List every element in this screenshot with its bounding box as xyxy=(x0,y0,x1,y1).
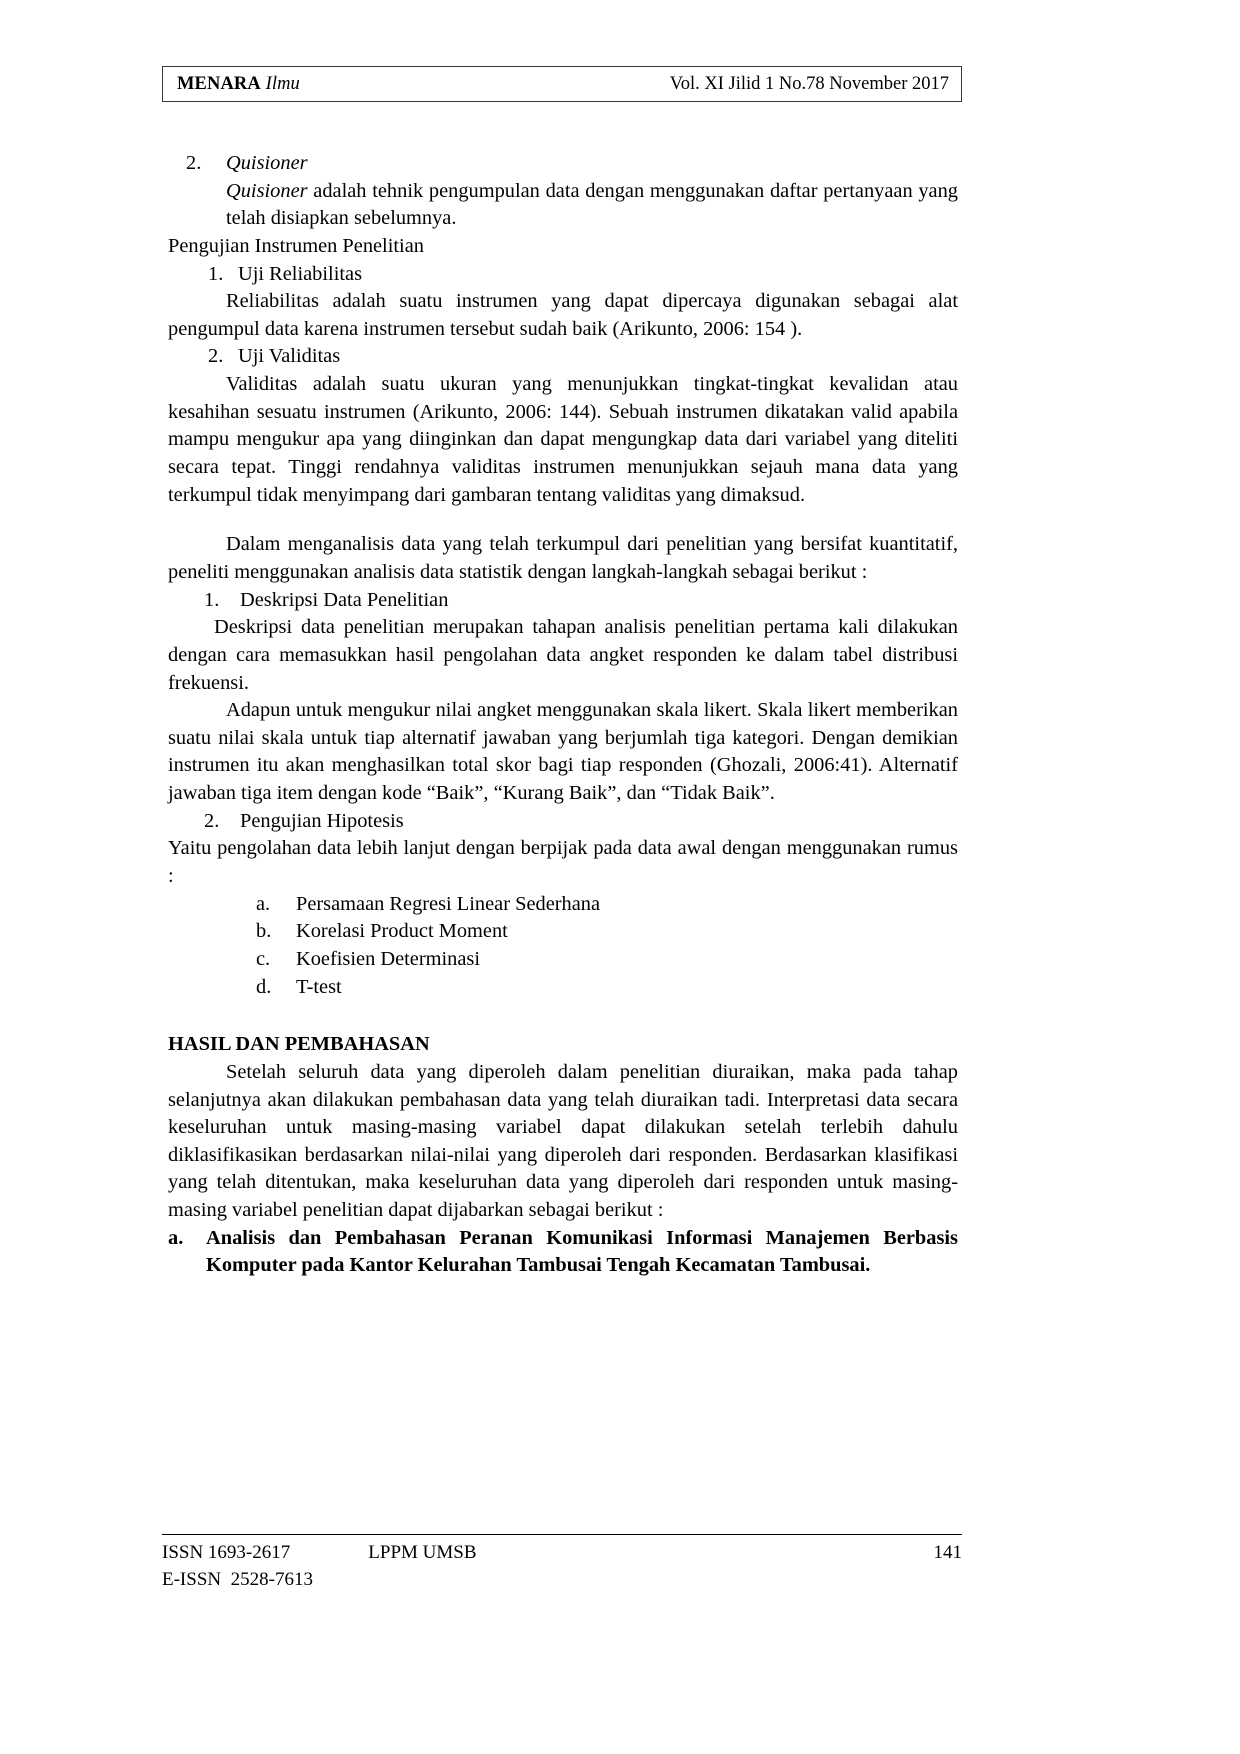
paragraph-deskripsi-2 xyxy=(168,697,958,808)
journal-title xyxy=(177,74,300,95)
page-footer xyxy=(162,1540,962,1593)
footer-row-primary xyxy=(162,1540,962,1566)
list-item-label: Korelasi Product Moment xyxy=(296,920,508,943)
journal-name: MENARA xyxy=(177,73,261,94)
paragraph-text: Validitas adalah suatu ukuran yang menunjukkan tingkat-tingkat kevalidan atau kesahihan sesuatu instrumen (Arikunto, 2006: 144). Sebuah instrumen dikatakan valid apabila mampu mengukur apa yang diinginkan dan dapat mengungkap data dari variabel yang diteliti secara tepat. Tinggi rendahnya validitas instrumen menunjukkan sejauh mana data yang terkumpul tidak menyimpang dari gambaran tentang validitas yang dimaksud. xyxy=(168,373,958,506)
running-header xyxy=(162,66,962,102)
paragraph-deskripsi-1 xyxy=(168,614,958,697)
paragraph-spacer xyxy=(168,509,958,531)
list-marker: a. xyxy=(168,1226,184,1249)
paragraph-uji-validitas xyxy=(168,371,958,509)
paragraph-text: Dalam menganalisis data yang telah terkumpul dari penelitian yang bersifat kuantitatif, peneliti menggunakan analisis data statistik dengan langkah-langkah sebagai berikut : xyxy=(168,533,958,583)
list-item-rumus-a xyxy=(168,891,958,919)
list-item-uji-reliabilitas xyxy=(168,261,958,289)
list-item-pengujian-hipotesis xyxy=(168,808,958,836)
paragraph-text: Reliabilitas adalah suatu instrumen yang dapat dipercaya digunakan sebagai alat pengumpul data karena instrumen tersebut sudah baik (Arikunto, 2006: 154 ). xyxy=(168,290,958,340)
list-item-label: Uji Reliabilitas xyxy=(238,262,363,285)
list-marker: b. xyxy=(256,920,272,943)
list-item-label: Analisis dan Pembahasan Peranan Komunikasi Informasi Manajemen Berbasis Komputer pada Kantor Kelurahan Tambusai Tengah Kecamatan Tambusai. xyxy=(206,1226,958,1277)
list-marker: 1. xyxy=(208,262,224,285)
list-item-rumus-b xyxy=(168,918,958,946)
section-heading-hasil: HASIL DAN PEMBAHASAN xyxy=(168,1033,430,1056)
journal-subtitle: Ilmu xyxy=(265,73,300,94)
list-item-label: Deskripsi Data Penelitian xyxy=(240,588,449,611)
list-item-rumus-c xyxy=(168,946,958,974)
quisioner-rest: adalah tehnik pengumpulan data dengan menggunakan daftar pertanyaan yang telah disiapkan sebelumnya. xyxy=(226,179,958,230)
paragraph-text: Adapun untuk mengukur nilai angket menggunakan skala likert. Skala likert memberikan suatu nilai skala untuk tiap alternatif jawaban yang berjumlah tiga kategori. Dengan demikian instrumen itu akan menghasilkan total skor bagi tiap responden (Ghozali, 2006:41). Alternatif jawaban tiga item dengan kode “Baik”, “Kurang Baik”, dan “Tidak Baik”. xyxy=(168,699,958,805)
issn-electronic: E-ISSN 2528-7613 xyxy=(162,1569,313,1591)
paragraph-analisis xyxy=(168,531,958,586)
heading-pengujian-instrumen: Pengujian Instrumen Penelitian xyxy=(168,234,424,257)
list-item-quisioner xyxy=(168,150,958,178)
list-item-label: Pengujian Hipotesis xyxy=(240,809,404,832)
list-item-label: Quisioner xyxy=(226,152,308,174)
list-marker: d. xyxy=(256,975,272,998)
paragraph-uji-reliabilitas xyxy=(168,288,958,343)
journal-issue: Vol. XI Jilid 1 No.78 November 2017 xyxy=(669,73,949,94)
page-body xyxy=(168,150,958,1280)
list-item-uji-validitas xyxy=(168,343,958,371)
paragraph-quisioner xyxy=(168,178,958,233)
section-spacer xyxy=(168,1001,958,1031)
list-marker: 1. xyxy=(204,588,220,611)
list-marker: c. xyxy=(256,947,271,970)
footer-divider xyxy=(162,1534,962,1535)
list-item-deskripsi-data xyxy=(168,587,958,615)
list-item-label: Uji Validitas xyxy=(238,345,341,368)
list-marker: a. xyxy=(256,892,271,915)
paragraph-text: Deskripsi data penelitian merupakan tahapan analisis penelitian pertama kali dilakukan dengan cara memasukkan hasil pengolahan data angket responden ke dalam tabel distribusi frekuensi. xyxy=(168,616,958,694)
list-item-rumus-d xyxy=(168,974,958,1002)
paragraph-hasil xyxy=(168,1059,958,1225)
list-item-label: T-test xyxy=(296,975,342,998)
list-item-label: Persamaan Regresi Linear Sederhana xyxy=(296,892,601,915)
list-marker: 2. xyxy=(186,152,202,174)
paragraph-pengujian-hipotesis: Yaitu pengolahan data lebih lanjut dengan berpijak pada data awal dengan menggunakan rumus : xyxy=(168,837,958,888)
list-item-label: Koefisien Determinasi xyxy=(296,947,481,970)
quisioner-lead: Quisioner xyxy=(226,179,308,202)
footer-row-secondary xyxy=(162,1567,962,1593)
paragraph-text: Setelah seluruh data yang diperoleh dalam penelitian diuraikan, maka pada tahap selanjutnya akan dilakukan pembahasan data yang telah diuraikan tadi. Interpretasi data secara keseluruhan untuk masing-masing variabel dapat dilakukan setelah terlebih dahulu diklasifikasikan berdasarkan nilai-nilai yang diperoleh dari responden. Berdasarkan klasifikasi yang telah ditentukan, maka keseluruhan data yang diperoleh dari responden untuk masing-masing variabel penelitian dapat dijabarkan sebagai berikut : xyxy=(168,1060,958,1222)
list-item-analisis-pembahasan xyxy=(168,1225,958,1280)
publisher-name: LPPM UMSB xyxy=(368,1542,477,1563)
list-marker: 2. xyxy=(208,345,224,368)
issn-print: ISSN 1693-2617 xyxy=(162,1542,291,1563)
list-marker: 2. xyxy=(204,809,220,832)
page-number: 141 xyxy=(933,1542,962,1563)
